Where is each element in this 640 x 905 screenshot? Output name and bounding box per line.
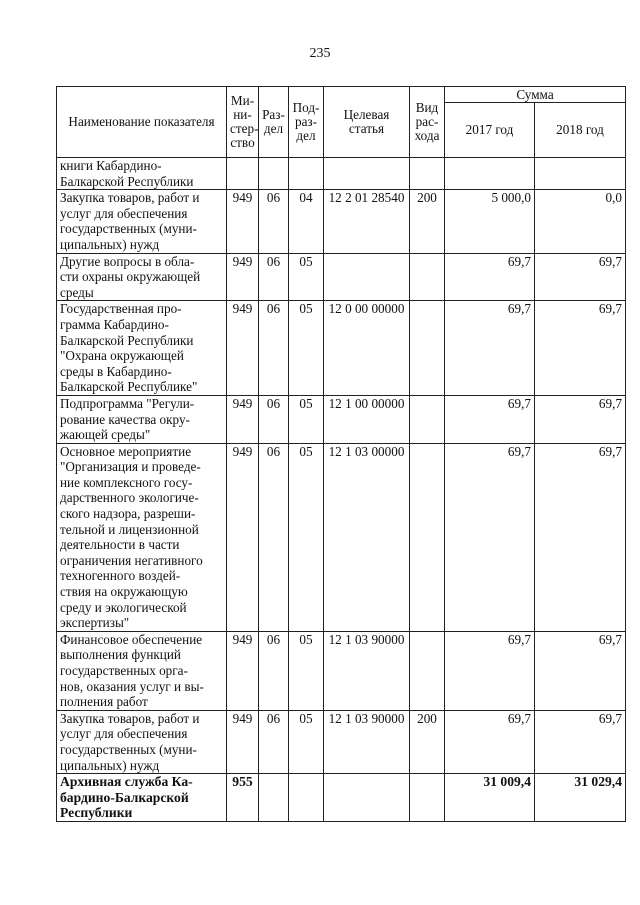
cell-target — [324, 774, 410, 822]
cell-y2018: 69,7 — [535, 710, 626, 773]
header-sum: Сумма — [445, 87, 626, 103]
cell-name: книги Кабардино- Балкарской Республики — [57, 158, 227, 190]
cell-name: Государственная про- грамма Кабардино- Балкарской Республики "Охрана окружающей среды в Кабардино- Балкарской Республике" — [57, 301, 227, 396]
cell-expense-type — [410, 395, 445, 443]
cell-target: 12 1 03 90000 — [324, 710, 410, 773]
cell-expense-type: 200 — [410, 190, 445, 253]
cell-y2017: 69,7 — [445, 301, 535, 396]
cell-y2017: 69,7 — [445, 710, 535, 773]
cell-y2017: 69,7 — [445, 395, 535, 443]
cell-target — [324, 158, 410, 190]
cell-target: 12 1 00 00000 — [324, 395, 410, 443]
cell-name: Архивная служба Ка- бардино-Балкарской Республики — [57, 774, 227, 822]
table-row — [57, 301, 626, 396]
cell-section: 06 — [259, 253, 289, 301]
header-name: Наименование показателя — [57, 87, 227, 158]
cell-section: 06 — [259, 395, 289, 443]
cell-expense-type — [410, 301, 445, 396]
cell-ministry: 955 — [227, 774, 259, 822]
header-expense-type — [410, 87, 445, 158]
cell-section: 06 — [259, 631, 289, 710]
cell-y2018: 69,7 — [535, 395, 626, 443]
cell-subsection: 05 — [289, 253, 324, 301]
cell-section: 06 — [259, 710, 289, 773]
table-row — [57, 443, 626, 631]
cell-y2017: 69,7 — [445, 443, 535, 631]
cell-target: 12 0 00 00000 — [324, 301, 410, 396]
cell-subsection: 05 — [289, 710, 324, 773]
cell-y2018: 69,7 — [535, 253, 626, 301]
cell-y2017: 69,7 — [445, 631, 535, 710]
cell-y2017 — [445, 158, 535, 190]
cell-subsection: 05 — [289, 395, 324, 443]
cell-target: 12 1 03 90000 — [324, 631, 410, 710]
cell-ministry: 949 — [227, 253, 259, 301]
cell-name: Основное мероприятие "Организация и проведе- ние комплексного госу- дарственного экологиче- ского надзора, разреши- тельной и лицензионной деятельности в части ограничения негативного техногенного воздей- ствия на окружающую среду и экологической экспертизы" — [57, 443, 227, 631]
header-year-2017: 2017 год — [445, 103, 535, 158]
cell-expense-type — [410, 631, 445, 710]
table-row — [57, 190, 626, 253]
cell-y2018: 69,7 — [535, 301, 626, 396]
cell-expense-type — [410, 158, 445, 190]
cell-expense-type: 200 — [410, 710, 445, 773]
header-subsection — [289, 87, 324, 158]
cell-target — [324, 253, 410, 301]
cell-y2018: 69,7 — [535, 631, 626, 710]
cell-expense-type — [410, 253, 445, 301]
cell-name: Закупка товаров, работ и услуг для обеспечения государственных (муни- ципальных) нужд — [57, 710, 227, 773]
cell-ministry: 949 — [227, 710, 259, 773]
table-row — [57, 395, 626, 443]
header-target-text: Целевая статья — [343, 107, 390, 136]
header-section-text: Раз- дел — [262, 107, 285, 136]
header-target — [324, 87, 410, 158]
table-row — [57, 158, 626, 190]
cell-subsection: 05 — [289, 301, 324, 396]
cell-section: 06 — [259, 190, 289, 253]
page-number: 235 — [309, 46, 331, 61]
cell-ministry: 949 — [227, 190, 259, 253]
header-section — [259, 87, 289, 158]
cell-y2017: 31 009,4 — [445, 774, 535, 822]
cell-subsection — [289, 158, 324, 190]
header-subsection-text: Под- раз- дел — [292, 100, 320, 143]
cell-y2017: 69,7 — [445, 253, 535, 301]
cell-target: 12 2 01 28540 — [324, 190, 410, 253]
cell-subsection: 05 — [289, 443, 324, 631]
cell-ministry: 949 — [227, 301, 259, 396]
cell-y2017: 5 000,0 — [445, 190, 535, 253]
table-body — [57, 158, 626, 822]
cell-ministry — [227, 158, 259, 190]
cell-y2018: 31 029,4 — [535, 774, 626, 822]
cell-ministry: 949 — [227, 443, 259, 631]
cell-y2018: 0,0 — [535, 190, 626, 253]
cell-section — [259, 774, 289, 822]
cell-target: 12 1 03 00000 — [324, 443, 410, 631]
header-year-2018: 2018 год — [535, 103, 626, 158]
cell-section: 06 — [259, 301, 289, 396]
cell-section: 06 — [259, 443, 289, 631]
cell-section — [259, 158, 289, 190]
cell-ministry: 949 — [227, 395, 259, 443]
table-row — [57, 253, 626, 301]
header-ministry — [227, 87, 259, 158]
cell-subsection — [289, 774, 324, 822]
budget-table — [56, 86, 626, 822]
cell-expense-type — [410, 443, 445, 631]
table-row — [57, 774, 626, 822]
cell-expense-type — [410, 774, 445, 822]
header-expense-type-text: Вид рас- хода — [414, 100, 440, 143]
header-ministry-text: Ми- ни- стер- ство — [230, 93, 259, 150]
cell-name: Закупка товаров, работ и услуг для обеспечения государственных (муни- ципальных) нужд — [57, 190, 227, 253]
cell-subsection: 04 — [289, 190, 324, 253]
cell-y2018 — [535, 158, 626, 190]
table-row — [57, 710, 626, 773]
cell-name: Другие вопросы в обла- сти охраны окружающей среды — [57, 253, 227, 301]
cell-y2018: 69,7 — [535, 443, 626, 631]
cell-name: Финансовое обеспечение выполнения функций государственных орга- нов, оказания услуг и вы- полнения работ — [57, 631, 227, 710]
cell-name: Подпрограмма "Регули- рование качества окру- жающей среды" — [57, 395, 227, 443]
cell-ministry: 949 — [227, 631, 259, 710]
table-row — [57, 631, 626, 710]
cell-subsection: 05 — [289, 631, 324, 710]
